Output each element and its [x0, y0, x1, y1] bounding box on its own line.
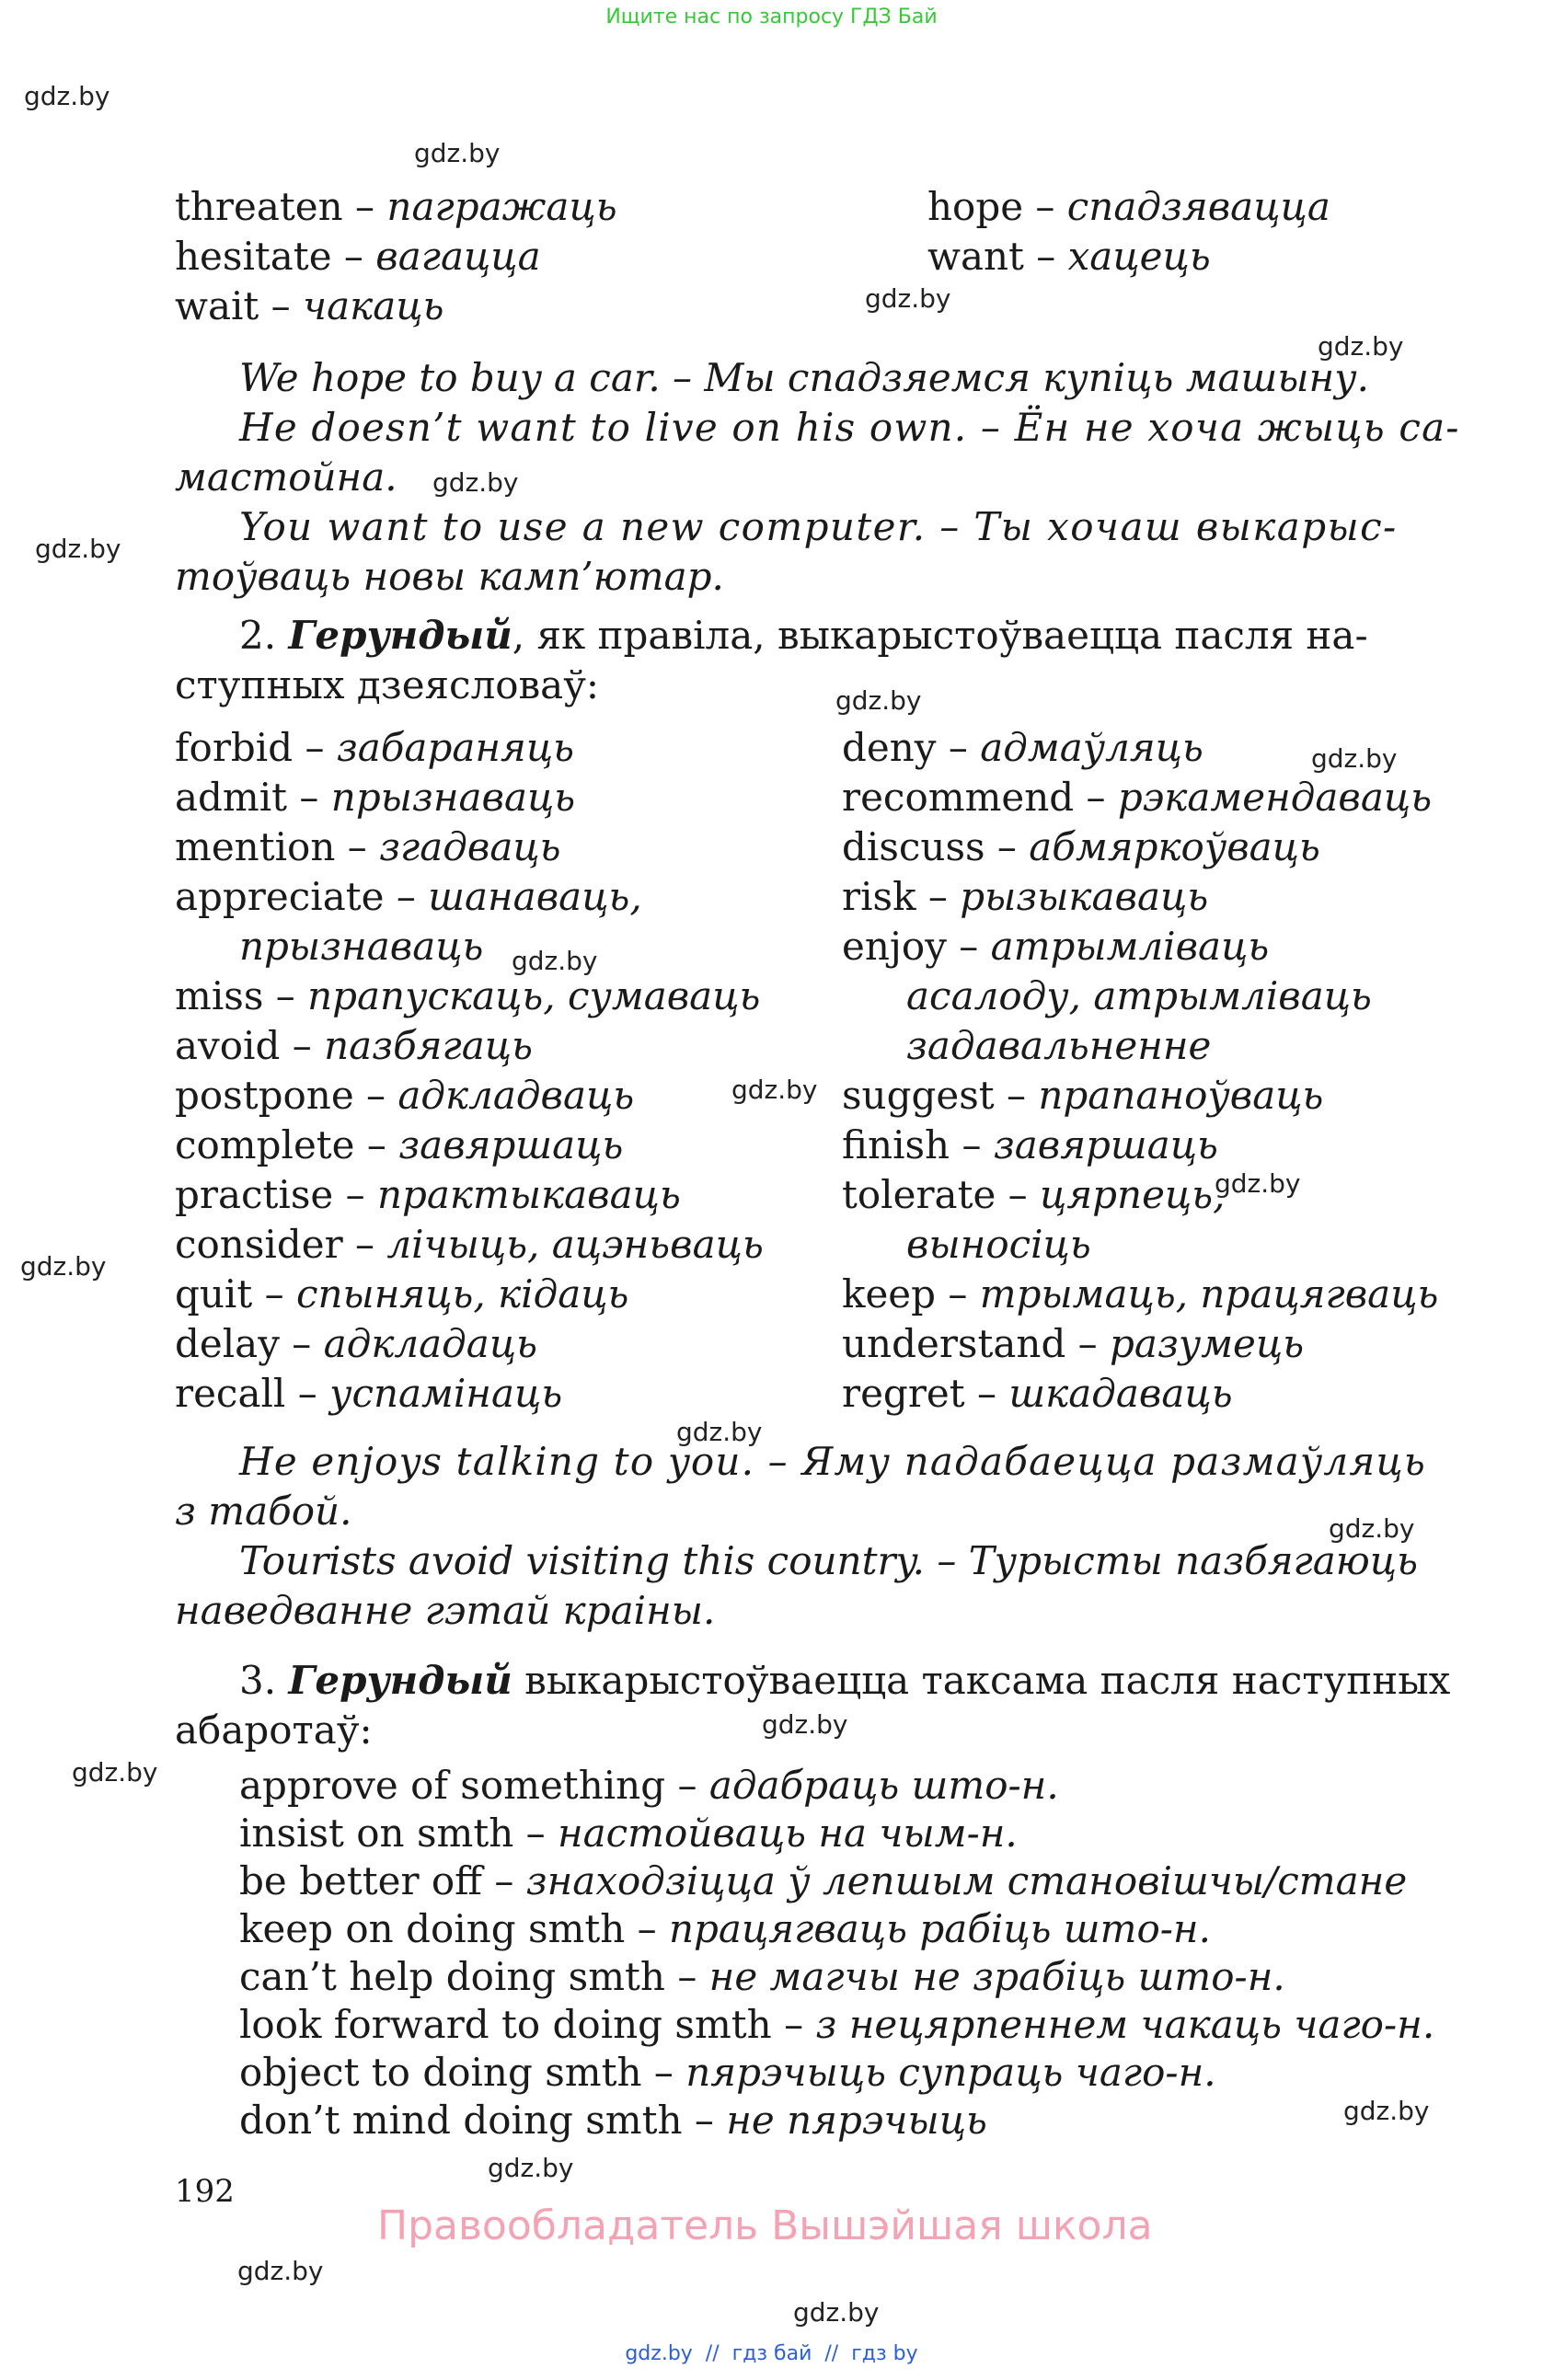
- phrase-entry: approve of something – адабраць што-н.: [239, 1763, 1059, 1808]
- watermark: gdz.by: [762, 1709, 848, 1740]
- verb-entry: consider – лічыць, ацэньваць: [175, 1222, 764, 1267]
- verb-entry: risk – рызыкаваць: [842, 874, 1209, 919]
- verb-entry: wait – чакаць: [175, 283, 444, 328]
- watermark: gdz.by: [237, 2256, 324, 2286]
- watermark: gdz.by: [1311, 743, 1398, 774]
- watermark: gdz.by: [676, 1417, 763, 1447]
- section-number: 3.: [239, 1658, 289, 1703]
- watermark: gdz.by: [488, 2153, 574, 2183]
- verb-entry: miss – прапускаць, сумаваць: [175, 973, 761, 1018]
- watermark: gdz.by: [1329, 1513, 1415, 1544]
- phrase-entry: can’t help doing smth – не магчы не зрабіць што-н.: [239, 1954, 1285, 1999]
- watermark: gdz.by: [793, 2297, 880, 2328]
- watermark: gdz.by: [512, 946, 598, 976]
- verb-entry: tolerate – цярпець,: [842, 1172, 1226, 1217]
- watermark: gdz.by: [35, 534, 121, 564]
- verb-entry: suggest – прапаноўваць: [842, 1073, 1324, 1118]
- verb-entry-continuation: выносіць: [906, 1222, 1091, 1267]
- top-banner: Ищите нас по запросу ГДЗ Бай: [605, 6, 938, 29]
- phrase-entry: be better off – знаходзіцца ў лепшым становішчы/стане: [239, 1858, 1408, 1903]
- section2-right-column: [842, 723, 1438, 1419]
- section-number: 2.: [239, 613, 289, 658]
- section3-list: [239, 1762, 1434, 2144]
- watermark: gdz.by: [414, 138, 501, 168]
- verb-entry: forbid – забараняць: [175, 725, 575, 770]
- section-term: Герундый: [288, 1658, 512, 1703]
- verb-entry: want – хацець: [927, 234, 1211, 279]
- example-sentence: He enjoys talking to you. – Яму падабаецца размаўляць: [239, 1439, 1426, 1484]
- verb-entry: delay – адкладаць: [175, 1321, 538, 1366]
- verb-entry: avoid – пазбягаць: [175, 1023, 533, 1068]
- watermark: gdz.by: [72, 1757, 158, 1788]
- verb-entry-continuation: асалоду, атрымліваць: [906, 973, 1372, 1018]
- verb-entry: regret – шкадаваць: [842, 1371, 1233, 1416]
- page-number: 192: [175, 2173, 235, 2210]
- section-intro-text: абаротаў:: [175, 1707, 373, 1753]
- copyright-notice: Правообладатель Вышэйшая школа: [377, 2202, 1153, 2249]
- verb-entry: postpone – адкладваць: [175, 1073, 635, 1118]
- watermark: gdz.by: [432, 467, 519, 498]
- verb-entry-continuation: задавальненне: [906, 1023, 1212, 1068]
- example-sentence: мастойна.: [175, 454, 397, 500]
- example-sentence: He doesn’t want to live on his own. – Ён не хоча жыць са-: [239, 405, 1460, 450]
- section1-left-column: [175, 182, 617, 331]
- watermark: gdz.by: [20, 1251, 107, 1282]
- verb-entry: complete – завяршаць: [175, 1122, 624, 1167]
- verb-entry: finish – завяршаць: [842, 1122, 1218, 1167]
- watermark: gdz.by: [835, 685, 922, 716]
- watermark: gdz.by: [24, 81, 110, 111]
- section2-intro: [175, 611, 1399, 710]
- phrase-entry: keep on doing smth – працягваць рабіць што-н.: [239, 1906, 1211, 1951]
- verb-entry: admit – прызнаваць: [175, 775, 576, 820]
- verb-entry: mention – згадваць: [175, 824, 561, 869]
- example-sentence: наведванне гэтай краіны.: [175, 1588, 716, 1633]
- section-term: Герундый: [288, 613, 512, 658]
- verb-entry: appreciate – шанаваць,: [175, 874, 642, 919]
- phrase-entry: insist on smth – настойваць на чым-н.: [239, 1811, 1018, 1856]
- section2-left-column: [175, 723, 764, 1419]
- section1-right-column: [927, 182, 1330, 282]
- example-sentence: We hope to buy a car. – Мы спадзяемся купіць машыну.: [239, 355, 1369, 400]
- section-intro-text: , як правіла, выкарыстоўваецца пасля на-: [512, 613, 1368, 658]
- verb-entry: hesitate – вагацца: [175, 234, 541, 279]
- verb-entry: understand – разумець: [842, 1321, 1305, 1366]
- section-intro-text: ступных дзеясловаў:: [175, 662, 600, 707]
- phrase-entry: object to doing smth – пярэчыць супраць чаго-н.: [239, 2050, 1216, 2095]
- verb-entry: recommend – рэкамендаваць: [842, 775, 1433, 820]
- watermark: gdz.by: [1318, 331, 1404, 362]
- example-sentence: You want to use a new computer. – Ты хочаш выкарыс-: [239, 504, 1398, 549]
- watermark: gdz.by: [865, 283, 951, 314]
- verb-entry: deny – адмаўляць: [842, 725, 1203, 770]
- verb-entry: discuss – абмяркоўваць: [842, 824, 1320, 869]
- verb-entry: recall – успамінаць: [175, 1371, 563, 1416]
- watermark: gdz.by: [1215, 1168, 1301, 1199]
- phrase-entry: don’t mind doing smth – не пярэчыць: [239, 2098, 987, 2143]
- phrase-entry: look forward to doing smth – з нецярпеннем чакаць чаго-н.: [239, 2002, 1435, 2047]
- verb-entry: quit – спыняць, кідаць: [175, 1271, 629, 1316]
- verb-entry: threaten – пагражаць: [175, 184, 617, 229]
- verb-entry-continuation: прызнаваць: [239, 924, 484, 969]
- section1-examples: [175, 353, 1460, 602]
- footer-links[interactable]: gdz.by // гдз бай // гдз by: [625, 2342, 918, 2365]
- verb-entry: enjoy – атрымліваць: [842, 924, 1270, 969]
- example-sentence: тоўваць новы камп’ютар.: [175, 554, 724, 599]
- example-sentence: Tourists avoid visiting this country. – Турысты пазбягаюць: [239, 1538, 1418, 1583]
- section2-examples: [175, 1437, 1426, 1636]
- section-intro-text: выкарыстоўваецца таксама пасля наступных: [512, 1658, 1451, 1703]
- section3-intro: [175, 1656, 1451, 1755]
- watermark: gdz.by: [1343, 2096, 1430, 2126]
- example-sentence: з табой.: [175, 1489, 352, 1534]
- verb-entry: keep – трымаць, працягваць: [842, 1271, 1439, 1316]
- watermark: gdz.by: [731, 1075, 818, 1105]
- verb-entry: hope – спадзявацца: [927, 184, 1330, 229]
- verb-entry: practise – практыкаваць: [175, 1172, 681, 1217]
